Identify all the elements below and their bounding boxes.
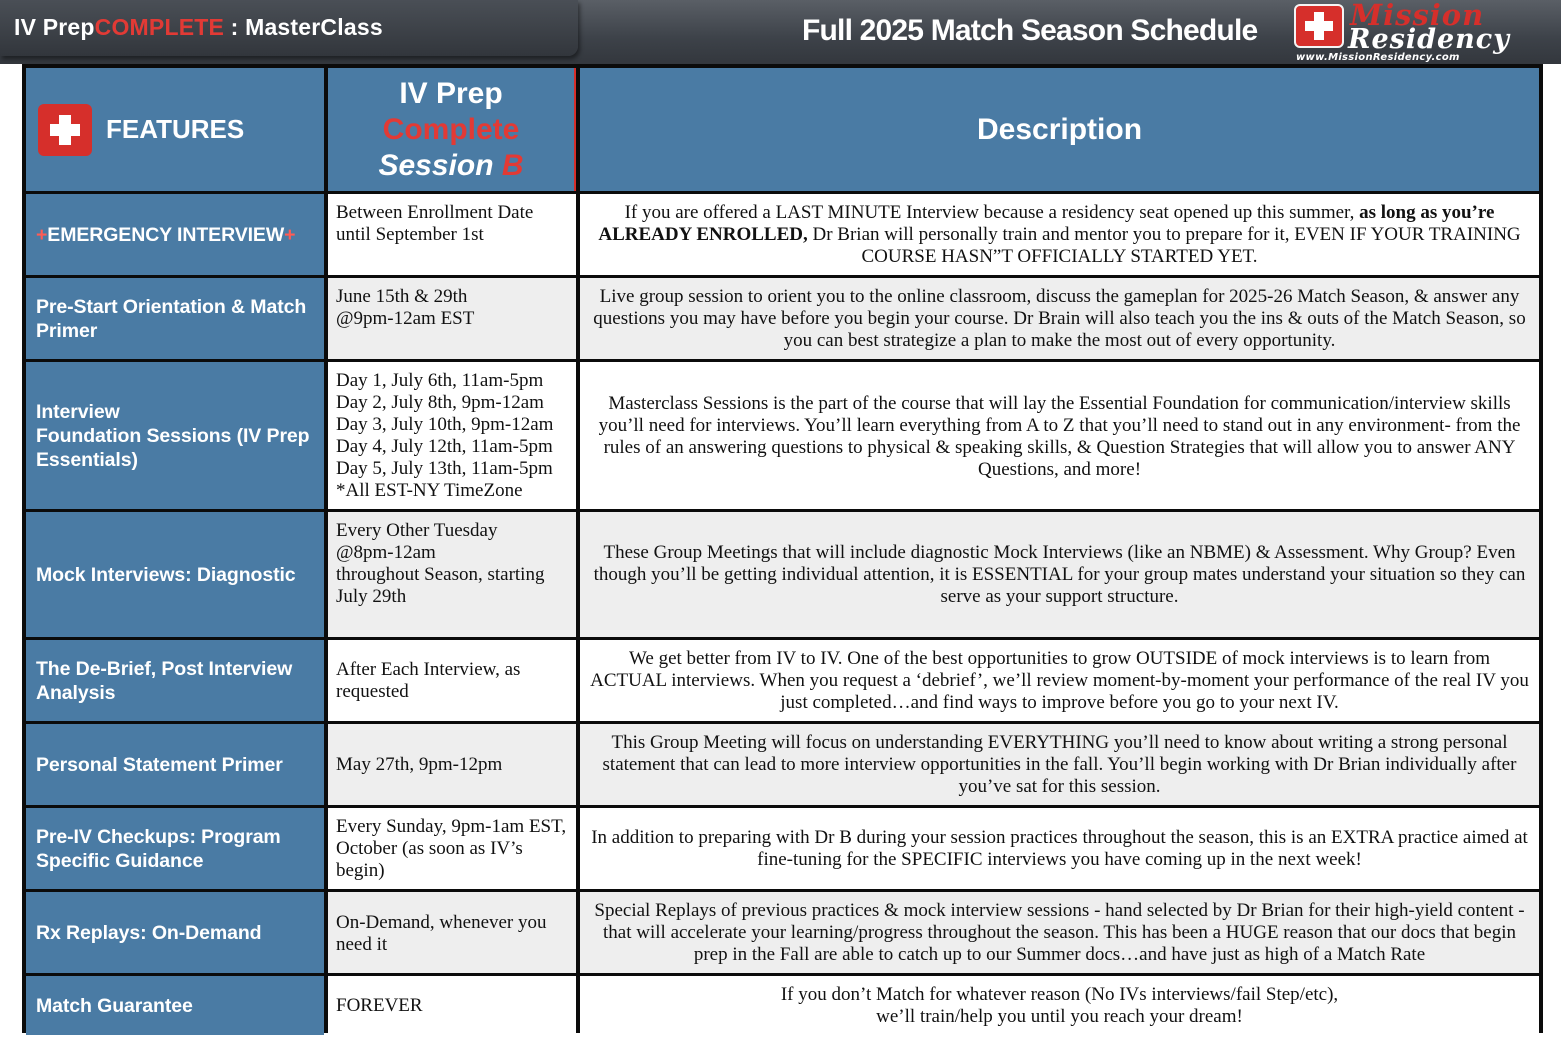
feature-label: EMERGENCY INTERVIEW: [47, 223, 285, 246]
program-column-header: [328, 68, 576, 191]
mission-residency-logo: [1292, 2, 1542, 64]
brand-title: [0, 0, 578, 56]
description-line-2: we’ll train/help you until you reach your dream!: [876, 1005, 1243, 1027]
description-cell: We get better from IV to IV. One of the best opportunities to grow OUTSIDE of mock interviews is to learn from ACTUAL interviews. When you request a ‘debrief’, we’ll review moment-by-moment your performance of the real IV you just completed…and find ways to improve before you go to your next IV.: [580, 640, 1539, 721]
feature-rx-replays: Rx Replays: On-Demand: [26, 892, 324, 973]
features-header-label: FEATURES: [106, 114, 245, 144]
session-letter: B: [501, 148, 524, 182]
feature-match-guarantee: Match Guarantee: [26, 976, 324, 1035]
description-cell: [580, 976, 1539, 1035]
top-banner: [0, 0, 1561, 64]
medical-cross-icon: [1294, 4, 1344, 48]
schedule-table-frame: [22, 64, 1543, 1033]
logo-word-mission: Mission: [1350, 0, 1485, 32]
session-label: Session: [378, 148, 502, 182]
description-text-2: Dr Brian will personally train and mentor you to prepare for it, EVEN IF YOUR TRAINING COURSE HASN”T OFFICIALLY STARTED YET.: [807, 224, 1521, 267]
feature-pre-iv-checkups: Pre-IV Checkups: Program Specific Guidance: [26, 808, 324, 889]
emergency-plus-right: +: [284, 223, 296, 246]
description-cell: Live group session to orient you to the online classroom, discuss the gameplan for 2025-26 Match Season, & answer any questions you may have before you begin your course. Dr Brain will also teach you the ins & outs of the Match Season, so you can best strategize a plan to make the most out of every opportunity.: [580, 278, 1539, 359]
description-header: Description: [580, 68, 1539, 191]
feature-pre-start-orientation: Pre-Start Orientation & Match Primer: [26, 278, 324, 359]
description-cell: This Group Meeting will focus on understanding EVERYTHING you’ll need to know about writing a strong personal statement that can lead to more interview opportunities in the fall. You’ll begin working with Dr Brian individually after you’ve sat for this session.: [580, 724, 1539, 805]
feature-emergency-interview: [26, 194, 324, 275]
page-title: Full 2025 Match Season Schedule: [802, 14, 1258, 47]
description-cell: Masterclass Sessions is the part of the course that will lay the Essential Foundation for communication/interview skills you’ll need for interviews. You’ll learn everything from A to Z that you’ll need to stand out in any environment- from the rules of an answering questions to physical & speaking skills, & Question Strategies that will allow you to answer ANY Questions, and more!: [580, 362, 1539, 509]
schedule-cell: After Each Interview, as requested: [328, 640, 576, 721]
feature-personal-statement: Personal Statement Primer: [26, 724, 324, 805]
description-cell: [580, 194, 1539, 275]
description-text-1: If you are offered a LAST MINUTE Interview because a residency seat opened up this summer,: [624, 202, 1360, 223]
feature-interview-foundation: Interview Foundation Sessions (IV Prep Essentials): [26, 362, 324, 509]
emergency-plus-left: +: [36, 223, 48, 246]
schedule-table: [26, 68, 1539, 1029]
schedule-cell: Day 1, July 6th, 11am-5pm Day 2, July 8th, 9pm-12am Day 3, July 10th, 9pm-12am Day 4, July 12th, 11am-5pm Day 5, July 13th, 11am-5pm *All EST-NY TimeZone: [328, 362, 576, 509]
description-bold: as long as you’re ALREADY ENROLLED,: [598, 202, 1495, 245]
schedule-cell: Every Other Tuesday @8pm-12am throughout Season, starting July 29th: [328, 512, 576, 637]
features-header: [26, 68, 324, 191]
schedule-cell: Every Sunday, 9pm-1am EST, October (as soon as IV’s begin): [328, 808, 576, 889]
schedule-cell: FOREVER: [328, 976, 576, 1035]
feature-mock-interviews: Mock Interviews: Diagnostic: [26, 512, 324, 637]
brand-part-1: IV Prep: [14, 14, 95, 40]
program-header-line-2: Complete: [382, 112, 520, 146]
schedule-cell: Between Enrollment Date until September 1st: [328, 194, 576, 275]
medical-cross-icon: [38, 104, 92, 156]
description-cell: In addition to preparing with Dr B during your session practices throughout the season, this is an EXTRA practice aimed at fine-tuning for the SPECIFIC interviews you have coming up in the next week!: [580, 808, 1539, 889]
logo-word-residency: Residency: [1348, 24, 1510, 55]
schedule-cell: June 15th & 29th @9pm-12am EST: [328, 278, 576, 359]
feature-de-brief: The De-Brief, Post Interview Analysis: [26, 640, 324, 721]
schedule-cell: On-Demand, whenever you need it: [328, 892, 576, 973]
description-cell: These Group Meetings that will include diagnostic Mock Interviews (like an NBME) & Assessment. Why Group? Even though you’ll be getting individual attention, it is ESSENTIAL for your group mates understand your situation so they can serve as your support structure.: [580, 512, 1539, 637]
brand-part-2: COMPLETE: [94, 14, 225, 40]
schedule-cell: May 27th, 9pm-12pm: [328, 724, 576, 805]
description-cell: Special Replays of previous practices & mock interview sessions - hand selected by Dr Brian for their high-yield content - that will accelerate your learning/progress throughout the season. This has been a HUGE reason that our docs that begin prep in the Fall are able to catch up to our Summer docs…and have just as high of a Match Rate: [580, 892, 1539, 973]
brand-part-3: : MasterClass: [224, 14, 383, 40]
program-header-line-1: IV Prep: [399, 76, 503, 110]
description-line-1: If you don’t Match for whatever reason (No IVs interviews/fail Step/etc),: [780, 983, 1339, 1005]
logo-url: www.MissionResidency.com: [1296, 52, 1460, 63]
program-header-line-3: [378, 148, 523, 184]
